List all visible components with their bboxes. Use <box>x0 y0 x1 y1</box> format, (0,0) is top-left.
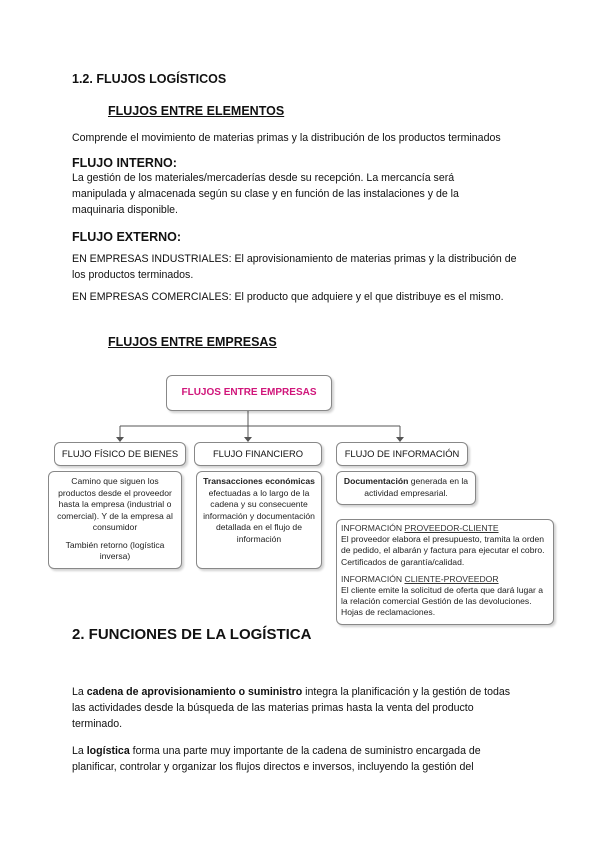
flujo-informacion-text: generada en la actividad empresarial. <box>364 476 469 498</box>
p1-prefix: La <box>72 686 87 698</box>
flujo-informacion-box <box>336 442 468 466</box>
cp-text: El cliente emite la solicitud de oferta que dará lugar a la relación comercial Gestión de las devoluciones. Hojas de reclamaciones. <box>341 585 544 618</box>
flujo-externo-heading: FLUJO EXTERNO: <box>72 230 182 244</box>
flujo-fisico-text2: También retorno (logística inversa) <box>65 539 165 561</box>
p1-rest: integra la planificación y la gestión de todas las actividades desde la búsqueda de las materias primas hasta la venta del producto terminado. <box>72 686 511 730</box>
informacion-detail-box <box>336 519 554 625</box>
pc-prefix: INFORMACIÓN <box>341 523 405 533</box>
p2-bold: logística <box>86 745 130 757</box>
flujo-informacion-bold: Documentación <box>343 476 409 486</box>
p1-bold: cadena de aprovisionamiento o suministro <box>86 686 303 698</box>
flujo-fisico-detail <box>48 471 182 569</box>
flujo-financiero-detail <box>196 471 322 569</box>
section-2-paragraph-1 <box>72 684 522 732</box>
diagram-root-box <box>166 375 332 411</box>
cp-link: CLIENTE-PROVEEDOR <box>404 573 499 584</box>
diagram-root-label: FLUJOS ENTRE EMPRESAS <box>181 387 317 399</box>
flujo-fisico-box <box>54 442 186 466</box>
p2-rest: forma una parte muy importante de la cadena de suministro encargada de planificar, controlar y organizar los flujos directos e inversos, incluyendo la gestión del <box>72 745 481 773</box>
flujo-financiero-box <box>194 442 322 466</box>
intro-paragraph: Comprende el movimiento de materias primas y la distribución de los productos terminados <box>72 132 501 144</box>
subheading-flujos-empresas: FLUJOS ENTRE EMPRESAS <box>108 335 277 349</box>
flujo-informacion-detail <box>336 471 476 505</box>
flujo-externo-comerciales: EN EMPRESAS COMERCIALES: El producto que adquiere y el que distribuye es el mismo. <box>72 291 504 303</box>
section-2-title: 2. FUNCIONES DE LA LOGÍSTICA <box>72 626 312 643</box>
pc-link: PROVEEDOR-CLIENTE <box>404 523 499 533</box>
flujo-fisico-title: FLUJO FÍSICO DE BIENES <box>61 448 179 460</box>
flujo-financiero-text: efectuadas a lo largo de la cadena y su consecuente información y documentación detallada en el flujo de información <box>203 487 315 544</box>
flujo-interno-text: La gestión de los materiales/mercaderías desde su recepción. La mercancía será manipulada y almacenada según su clase y en función de las instalaciones y de la maquinaria disponible. <box>72 172 459 216</box>
flujo-externo-industriales: EN EMPRESAS INDUSTRIALES: El aprovisionamiento de materias primas y la distribución de los productos terminados. <box>72 253 517 281</box>
section-2-paragraph-2 <box>72 743 522 775</box>
flujo-informacion-title: FLUJO DE INFORMACIÓN <box>344 448 460 460</box>
flujo-financiero-bold: Transacciones económicas <box>203 476 315 486</box>
flujo-interno-heading: FLUJO INTERNO: <box>72 156 177 170</box>
p2-prefix: La <box>72 745 87 757</box>
cp-prefix: INFORMACIÓN <box>341 573 405 584</box>
flujo-financiero-title: FLUJO FINANCIERO <box>212 448 304 460</box>
section-title: 1.2. FLUJOS LOGÍSTICOS <box>72 72 227 86</box>
subheading-flujos-elementos: FLUJOS ENTRE ELEMENTOS <box>108 104 285 118</box>
flujo-fisico-text: Camino que siguen los productos desde el proveedor hasta la empresa (industrial o comercial). Y de la empresa al consumidor <box>57 476 173 532</box>
pc-text: El proveedor elabora el presupuesto, tramita la orden de pedido, el albarán y factura para ejecutar el cobro. Certificados de garantía/calidad. <box>341 534 545 567</box>
pc-heading <box>341 523 549 534</box>
cp-heading <box>341 574 549 585</box>
